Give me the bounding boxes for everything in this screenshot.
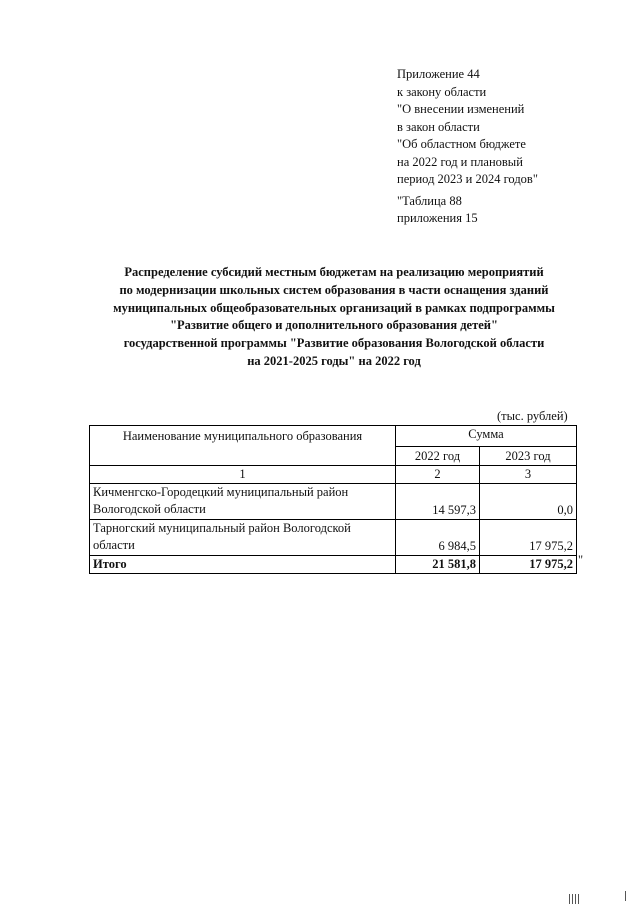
total-row: [90, 556, 577, 574]
municipality-name-line: Тарногский муниципальный район Вологодской: [93, 521, 351, 535]
subsidy-table: [89, 425, 577, 574]
appendix-line: приложения 15: [397, 211, 478, 225]
municipality-name: [90, 520, 396, 556]
header-year-2023: 2023 год: [480, 446, 577, 465]
units-label: (тыс. рублей): [497, 409, 568, 423]
column-number: 3: [480, 466, 577, 484]
title-line: "Развитие общего и дополнительного образования детей": [170, 318, 498, 333]
appendix-line: "Таблица 88: [397, 193, 462, 208]
value-2022: 6 984,5: [396, 520, 480, 556]
column-number-row: [90, 466, 577, 484]
title-line: государственной программы "Развитие образования Вологодской области: [123, 336, 545, 351]
appendix-line: Приложение 44: [397, 67, 480, 81]
appendix-line: "Об областном бюджете: [397, 137, 526, 151]
header-year-2022: 2022 год: [396, 446, 480, 465]
total-label: Итого: [90, 556, 396, 574]
appendix-line: "О внесении изменений: [397, 102, 525, 116]
title-line: на 2021-2025 годы" на 2022 год: [247, 353, 421, 368]
municipality-name-line: области: [93, 538, 135, 552]
value-2023: 0,0: [480, 484, 577, 520]
header-sum: Сумма: [396, 426, 577, 447]
title-line: по модернизации школьных систем образования в части оснащения зданий: [119, 282, 549, 297]
document-title: [60, 264, 608, 371]
value-2023: 17 975,2: [480, 520, 577, 556]
closing-quote: ": [578, 553, 584, 567]
municipality-name-line: Кичменгско-Городецкий муниципальный район: [93, 485, 349, 499]
column-number: 1: [90, 466, 396, 484]
total-2023: 17 975,2: [480, 556, 577, 574]
column-number: 2: [396, 466, 480, 484]
appendix-line: на 2022 год и плановый: [397, 154, 523, 169]
header-name: Наименование муниципального образования: [90, 426, 396, 466]
municipality-name-line: Вологодской области: [93, 502, 206, 516]
appendix-line: к закону области: [397, 84, 487, 99]
title-line: муниципальных общеобразовательных организаций в рамках подпрограммы: [113, 300, 555, 315]
title-line: Распределение субсидий местным бюджетам на реализацию мероприятий: [124, 265, 544, 279]
appendix-header: [397, 66, 617, 228]
appendix-line: период 2023 и 2024 годов": [397, 172, 538, 186]
table-header-row: [90, 426, 577, 447]
scan-mark: [569, 891, 589, 901]
edge-mark: [625, 891, 626, 901]
total-2022: 21 581,8: [396, 556, 480, 574]
table-row: [90, 484, 577, 520]
appendix-line: в закон области: [397, 119, 480, 134]
table-row: [90, 520, 577, 556]
value-2022: 14 597,3: [396, 484, 480, 520]
municipality-name: [90, 484, 396, 520]
